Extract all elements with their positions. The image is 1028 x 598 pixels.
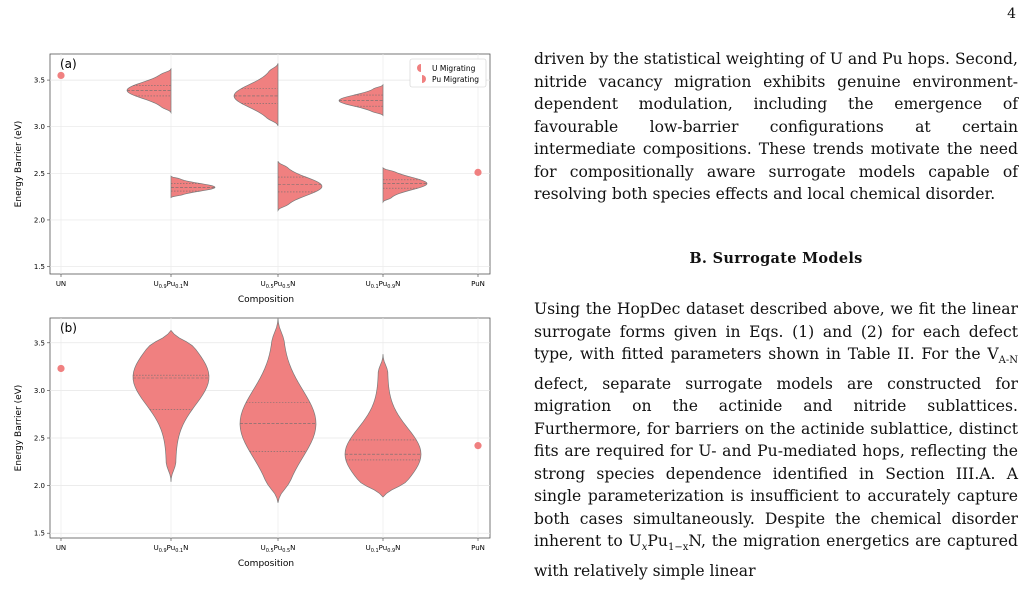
paragraph-2 <box>534 298 1018 582</box>
figure-panel-a <box>8 48 496 308</box>
x-tick-label: PuN <box>471 544 485 552</box>
data-point <box>474 169 481 176</box>
data-point <box>57 72 64 79</box>
paragraph-2-part-d: N, the migration energetics are captured with relatively simple linear <box>534 532 1018 580</box>
x-tick-label: $U_{0.1}Pu_{0.9}N$ <box>365 280 401 290</box>
paragraph-1: driven by the statistical weighting of U and Pu hops. Second, nitride vacancy migration exhibits genuine environment-dependent modulation, including the emergence of favourable low-barrier configurations at certain intermediate compositions. These trends motivate the need for compositionally aware surrogate models capable of resolving both species effects and local chemical disorder. <box>534 50 1018 203</box>
formula-pu: Pu <box>647 532 668 551</box>
section-heading: B. Surrogate Models <box>689 249 863 267</box>
data-point <box>474 442 481 449</box>
data-point <box>57 365 64 372</box>
x-tick-label: $U_{0.5}Pu_{0.5}N$ <box>260 280 296 290</box>
y-ticks-b <box>34 339 50 537</box>
x-ticks-b <box>56 538 485 554</box>
figure-panel-b <box>8 312 496 572</box>
x-tick-label: UN <box>55 280 67 288</box>
y-ticks-a <box>34 77 50 271</box>
x-ticks-a <box>56 274 485 290</box>
text-column <box>534 48 1018 582</box>
x-tick-label: PuN <box>471 280 485 288</box>
y-tick-label: 1.5 <box>33 529 45 538</box>
x-tick-label: $U_{0.9}Pu_{0.1}N$ <box>153 280 189 290</box>
y-tick-label: 2.0 <box>33 216 45 225</box>
y-tick-label: 2.0 <box>33 482 45 491</box>
y-tick-label: 3.0 <box>33 386 45 395</box>
y-tick-label: 2.5 <box>33 434 45 443</box>
y-axis-label-b: Energy Barrier (eV) <box>14 384 24 472</box>
formula-subscript-1mx: 1−x <box>667 542 689 554</box>
y-tick-label: 1.5 <box>33 263 45 272</box>
legend-label-u: U Migrating <box>432 64 476 73</box>
x-tick-label: $U_{0.1}Pu_{0.9}N$ <box>365 544 401 554</box>
defect-subscript: A-N <box>998 355 1018 367</box>
legend-label-pu: Pu Migrating <box>432 75 480 84</box>
panel-label-b: (b) <box>60 321 77 335</box>
y-tick-label: 3.0 <box>33 123 45 132</box>
formula-subscript-x: x <box>641 542 648 554</box>
x-axis-label-b: Composition <box>237 559 295 569</box>
panel-label-a: (a) <box>60 57 77 71</box>
x-tick-label: $U_{0.9}Pu_{0.1}N$ <box>153 544 189 554</box>
x-tick-label: $U_{0.5}Pu_{0.5}N$ <box>260 544 296 554</box>
page-number: 4 <box>1007 6 1016 22</box>
x-tick-label: UN <box>55 544 67 552</box>
paragraph-2-part-b: defect, separate surrogate models are constructed for migration on the actinide and nitride sublattices. Furthermore, for barriers on the actinide sublattice, distinct fits are required for U- and Pu-mediated hops, reflecting the strong species dependence identified in Section III.A. A single parameterization is insufficient to accurately capture both cases simultaneously. Despite the chemical disorder inherent to U <box>534 374 1018 551</box>
paragraph-2-part-a: Using the HopDec dataset described above, we fit the linear surrogate forms given in Eqs. (1) and (2) for each defect type, with fitted parameters shown in Table II. For the V <box>534 300 1018 363</box>
y-tick-label: 2.5 <box>33 169 45 178</box>
y-tick-label: 3.5 <box>33 76 45 85</box>
x-axis-label-a: Composition <box>237 295 295 305</box>
legend-a <box>410 59 486 87</box>
y-tick-label: 3.5 <box>33 339 45 348</box>
y-axis-label-a: Energy Barrier (eV) <box>14 120 24 208</box>
